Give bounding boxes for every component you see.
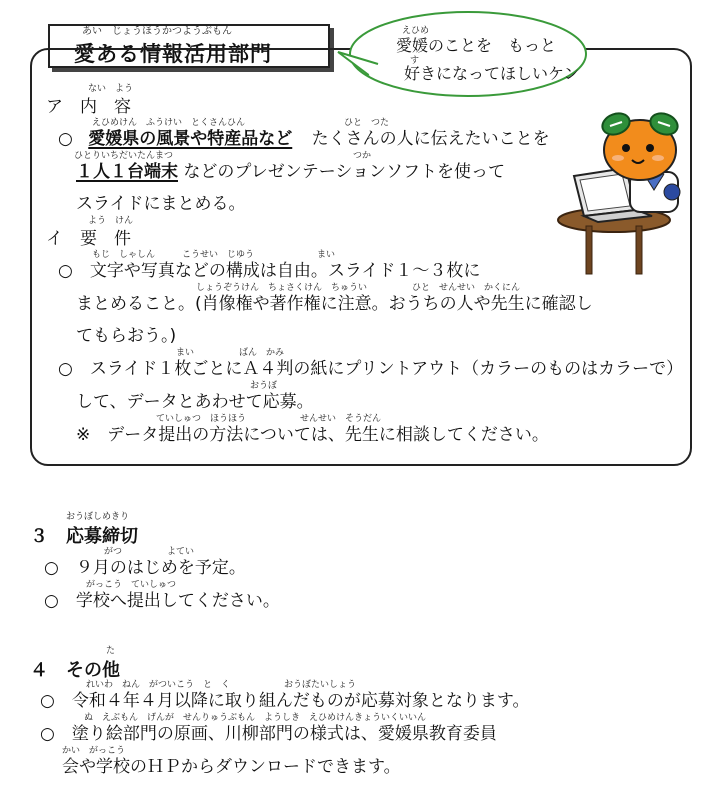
a-item1-rest2: などのプレゼンテーションソフトを使って: [183, 162, 506, 182]
a-item1-line2: [76, 161, 505, 183]
a-item1-ruby2: ひとりいちだいたんまつ つか: [74, 151, 372, 161]
i-item2-ruby: まい ばん かみ: [176, 348, 285, 358]
section-4-item2-ruby: ぬ えぶもん げんが せんりゅうぶもん ようしき えひめけんきょういくいいん: [84, 713, 427, 723]
section-a-label: ア: [46, 97, 63, 117]
i-item1-ruby: もじ しゃしん こうせい じゆう まい: [92, 250, 336, 260]
section-4-number: ４: [30, 660, 48, 681]
i-item2-ruby2: おうぼ: [250, 381, 278, 391]
i-item1-ruby2: しょうぞうけん ちょさくけん ちゅうい ひと せんせい かくにん: [196, 283, 521, 293]
a-item1-line1: [58, 128, 550, 150]
i-item1-line1: ○ 文字や写真などの構成は自由。スライド１～３枚に: [58, 261, 481, 281]
speech-bubble: [330, 6, 590, 106]
bubble-ruby: えひめ: [402, 26, 430, 36]
section-i-heading: 要 件: [80, 229, 131, 249]
i-item1-line3: てもらおう。): [76, 326, 177, 346]
bubble-line-2: 好きになってほしいケン: [404, 64, 580, 83]
bubble-line-1: 愛媛のことを もっと: [396, 36, 557, 55]
section-4-item2-line2: 会や学校のＨＰからダウンロードできます。: [62, 757, 401, 777]
section-4-item1-ruby: れいわ ねん がついこう と く おうぼたいしょう: [86, 680, 357, 690]
section-i-label: イ: [46, 229, 63, 249]
section-4-heading: その他: [66, 660, 120, 681]
title-ruby: あい じょうほうかつようぶもん: [82, 26, 232, 37]
i-note: ※ データ提出の方法については、先生に相談してください。: [76, 425, 549, 445]
section-3-number: ３: [30, 526, 48, 547]
section-3-ruby: おうぼしめきり: [66, 512, 130, 522]
section-3-heading: 応募締切: [66, 526, 138, 547]
i-item2-line1: ○ スライド１枚ごとにＡ４判の紙にプリントアウト（カラーのものはカラーで）: [58, 359, 684, 379]
section-4-ruby: た: [106, 646, 116, 656]
section-3-item1-ruby: がつ よてい: [104, 547, 195, 557]
a-item1-line3: スライドにまとめる。: [76, 194, 246, 214]
mascot-at-laptop-icon: [556, 112, 696, 282]
page-title: 愛ある情報活用部門: [74, 42, 272, 66]
a-item1-rest: たくさんの人に伝えたいことを: [311, 129, 550, 149]
section-a-heading-ruby: ない よう: [88, 84, 134, 94]
section-4-item2: ○ 塗り絵部門の原画、川柳部門の様式は、愛媛県教育委員: [40, 724, 497, 744]
section-4-item2-ruby2: かい がっこう: [62, 746, 126, 756]
i-item2-line2: して、データとあわせて応募。: [76, 392, 314, 412]
section-3-item2: ○ 学校へ提出してください。: [44, 591, 280, 611]
section-a-heading: 内 容: [80, 97, 131, 117]
i-note-ruby: ていしゅつ ほうほう せんせい そうだん: [156, 414, 382, 424]
section-3-item2-ruby: がっこう ていしゅつ: [86, 580, 177, 590]
a-item1-bold: 愛媛県の風景や特産品など: [88, 129, 293, 149]
a-item1-ruby: えひめけん ふうけい とくさんひん ひと つた: [92, 118, 390, 128]
i-item1-line2: まとめること。(肖像権や著作権に注意。おうちの人や先生に確認し: [76, 294, 593, 314]
bubble-ruby-2: す: [410, 56, 420, 66]
section-i-heading-ruby: よう けん: [88, 216, 134, 226]
a-item1-bullet: ○: [58, 129, 73, 149]
section-4-item1: ○ 令和４年４月以降に取り組んだものが応募対象となります。: [40, 691, 530, 711]
a-item1-bold2: １人１台端末: [76, 162, 178, 182]
section-3-item1: ○ ９月のはじめを予定。: [44, 558, 246, 578]
